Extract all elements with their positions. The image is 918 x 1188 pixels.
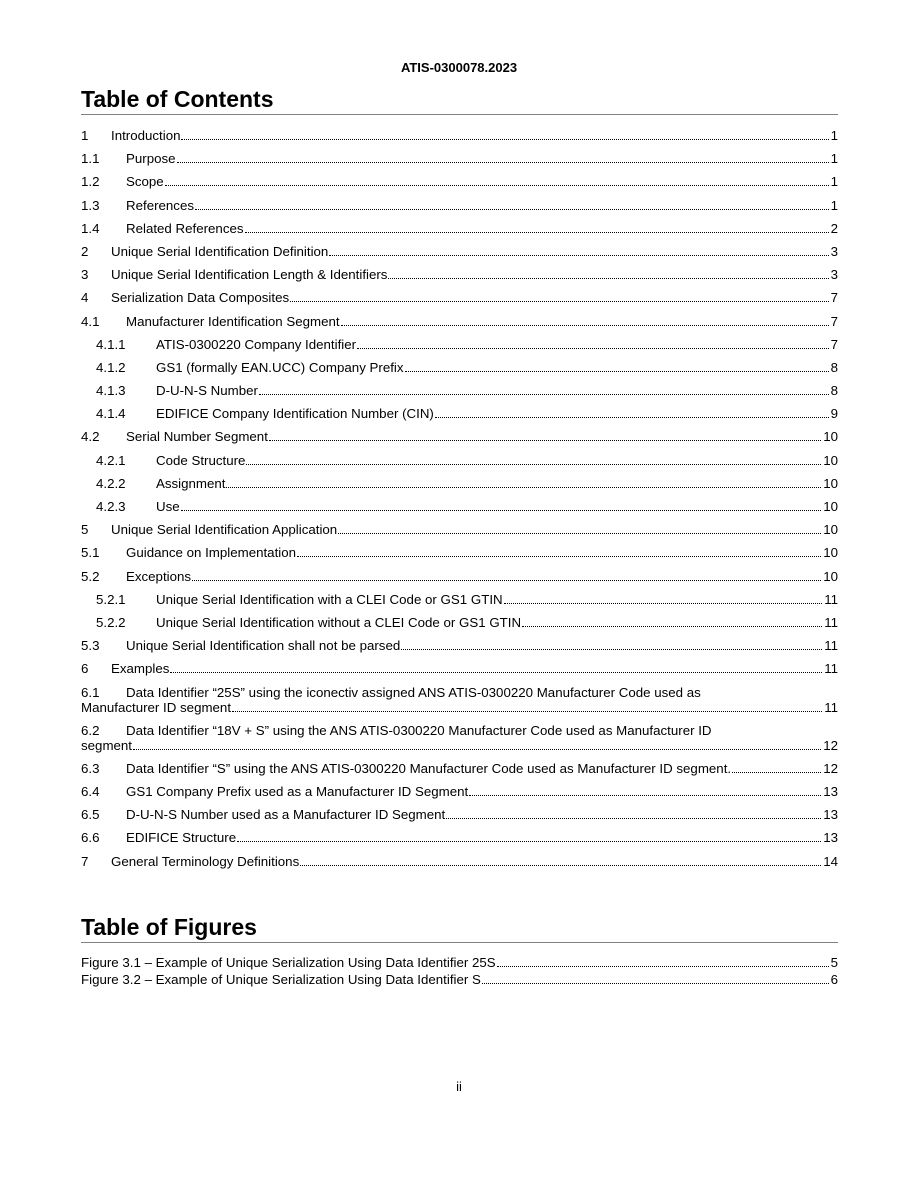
toc-entry-number: 6.6 <box>81 830 100 846</box>
toc-entry-page: 3 <box>830 267 838 283</box>
toc-dot-leader <box>522 625 822 627</box>
toc-entry[interactable] <box>81 151 838 166</box>
toc-entry[interactable] <box>81 830 838 845</box>
toc-entry-number: 1.3 <box>81 197 100 213</box>
toc-entry[interactable] <box>81 221 838 236</box>
toc-dot-leader <box>357 347 829 349</box>
toc-entry-number: 6.1 <box>81 684 100 700</box>
toc-entry-number: 5.2.2 <box>96 614 126 630</box>
toc-heading: Table of Contents <box>81 86 838 115</box>
toc-entry[interactable] <box>81 638 838 653</box>
toc-entry[interactable] <box>81 429 838 444</box>
toc-dot-leader <box>269 439 821 441</box>
toc-entry[interactable] <box>81 174 838 189</box>
toc-entry-page: 12 <box>823 760 838 776</box>
toc-dot-leader <box>245 231 829 233</box>
toc-entry[interactable] <box>81 854 838 869</box>
toc-dot-leader <box>177 161 829 163</box>
toc-entry-number: 4.1.1 <box>96 336 126 352</box>
toc-entry-title: Examples <box>111 661 170 677</box>
toc-entry[interactable] <box>81 314 838 329</box>
toc-entry[interactable] <box>81 476 838 491</box>
toc-entry-title-line <box>81 685 838 700</box>
toc-entry-title: GS1 (formally EAN.UCC) Company Prefix <box>156 359 404 375</box>
toc-entry-number: 4.2 <box>81 429 100 445</box>
figure-entry-page: 6 <box>830 972 838 987</box>
toc-entry-title: Introduction <box>111 128 181 143</box>
toc-entry[interactable] <box>81 453 838 468</box>
toc-entry-title: Data Identifier “S” using the ANS ATIS-0300220 Manufacturer Code used as Manufacturer ID segment. <box>126 760 732 776</box>
toc-entry-number: 5 <box>81 522 89 538</box>
toc-dot-leader <box>388 277 828 279</box>
toc-entry-title: Purpose <box>126 151 176 167</box>
toc-dot-leader <box>405 370 829 372</box>
toc-list <box>81 128 838 877</box>
toc-entry-number: 4.2.2 <box>96 475 126 491</box>
toc-entry[interactable] <box>81 244 838 259</box>
toc-entry-page: 10 <box>823 522 838 538</box>
toc-entry-page: 1 <box>830 197 838 213</box>
toc-dot-leader <box>181 138 828 140</box>
toc-entry-number: 4 <box>81 290 89 306</box>
toc-entry[interactable] <box>81 761 838 776</box>
toc-entry-page: 12 <box>823 737 838 753</box>
toc-dot-leader <box>435 416 829 418</box>
toc-entry-title: Unique Serial Identification without a CLEI Code or GS1 GTIN <box>156 614 522 630</box>
toc-dot-leader <box>732 771 821 773</box>
toc-entry-title: Use <box>156 499 180 514</box>
toc-entry-number: 2 <box>81 243 89 259</box>
toc-entry-page: 10 <box>823 545 838 561</box>
toc-entry-number: 5.1 <box>81 545 100 561</box>
toc-entry-title: Serial Number Segment <box>126 429 268 445</box>
figure-entry-title: Figure 3.2 – Example of Unique Serialization Using Data Identifier S <box>81 972 481 987</box>
toc-entry-title: Guidance on Implementation <box>126 545 297 561</box>
toc-entry-page: 11 <box>824 614 838 630</box>
toc-entry[interactable] <box>81 685 838 715</box>
toc-entry[interactable] <box>81 661 838 676</box>
figure-entry-page: 5 <box>830 955 838 970</box>
toc-entry-number: 4.2.1 <box>96 452 126 468</box>
toc-entry[interactable] <box>81 807 838 822</box>
toc-entry-title: Unique Serial Identification shall not be parsed <box>126 638 401 654</box>
figure-entry[interactable] <box>81 955 838 970</box>
toc-entry[interactable] <box>81 784 838 799</box>
toc-entry-page: 10 <box>823 429 838 445</box>
toc-entry-title: Unique Serial Identification Application <box>111 522 338 538</box>
toc-entry-title-line <box>81 700 838 715</box>
toc-dot-leader <box>290 300 828 302</box>
toc-entry-title: EDIFICE Structure <box>126 830 237 846</box>
toc-entry-page: 14 <box>823 853 838 869</box>
toc-entry-number: 6.2 <box>81 722 100 738</box>
toc-entry-title-line <box>81 723 838 738</box>
toc-entry-number: 4.2.3 <box>96 499 126 514</box>
toc-entry-title: Code Structure <box>156 452 246 468</box>
toc-dot-leader <box>300 864 821 866</box>
figures-heading: Table of Figures <box>81 914 838 943</box>
toc-entry-page: 11 <box>824 661 838 677</box>
toc-entry-page: 1 <box>830 151 838 167</box>
toc-entry[interactable] <box>81 499 838 514</box>
toc-dot-leader <box>469 794 821 796</box>
toc-entry-page: 7 <box>830 290 838 306</box>
toc-entry-page: 11 <box>824 699 838 715</box>
toc-entry-page: 13 <box>823 807 838 823</box>
toc-entry-title: Data Identifier “25S” using the iconectiv assigned ANS ATIS-0300220 Manufacturer Code used as <box>126 684 701 700</box>
toc-entry-title: Manufacturer Identification Segment <box>126 313 340 329</box>
toc-entry-page: 13 <box>823 830 838 846</box>
toc-entry-page: 10 <box>823 568 838 584</box>
toc-entry-number: 1.2 <box>81 174 100 190</box>
toc-entry-title: Data Identifier “18V + S” using the ANS ATIS-0300220 Manufacturer Code used as Manufacturer ID <box>126 722 712 738</box>
toc-dot-leader <box>446 817 821 819</box>
toc-entry-number: 4.1 <box>81 313 100 329</box>
toc-dot-leader <box>232 710 822 712</box>
toc-entry-number: 4.1.4 <box>96 406 126 422</box>
toc-entry-page: 10 <box>823 475 838 491</box>
toc-entry-page: 8 <box>830 359 838 375</box>
toc-dot-leader <box>195 208 829 210</box>
toc-entry[interactable] <box>81 615 838 630</box>
toc-dot-leader <box>237 840 821 842</box>
toc-entry-title-cont: Manufacturer ID segment <box>81 699 232 715</box>
toc-dot-leader <box>401 648 822 650</box>
toc-entry-page: 10 <box>823 499 838 514</box>
toc-entry-title: Serialization Data Composites <box>111 290 290 306</box>
toc-entry-title: EDIFICE Company Identification Number (CIN) <box>156 406 434 422</box>
toc-entry-page: 9 <box>830 406 838 422</box>
toc-entry-number: 3 <box>81 267 89 283</box>
toc-dot-leader <box>482 982 829 984</box>
toc-entry-title: Assignment <box>156 475 226 491</box>
toc-entry[interactable] <box>81 569 838 584</box>
figures-list <box>81 955 838 989</box>
toc-entry-page: 1 <box>830 128 838 143</box>
toc-dot-leader <box>165 184 829 186</box>
toc-entry[interactable] <box>81 267 838 282</box>
toc-dot-leader <box>341 324 829 326</box>
toc-entry[interactable] <box>81 360 838 375</box>
toc-dot-leader <box>226 486 821 488</box>
toc-entry-title: Unique Serial Identification Definition <box>111 243 329 259</box>
page-number: ii <box>456 1079 462 1094</box>
toc-dot-leader <box>192 579 821 581</box>
toc-dot-leader <box>133 748 821 750</box>
toc-entry-title: Exceptions <box>126 568 192 584</box>
toc-dot-leader <box>338 532 821 534</box>
toc-entry-number: 4.1.3 <box>96 383 126 399</box>
toc-entry-title: Unique Serial Identification Length & Identifiers <box>111 267 388 283</box>
toc-entry-number: 6.5 <box>81 807 100 823</box>
toc-entry-title-cont: segment <box>81 737 132 753</box>
toc-dot-leader <box>246 463 821 465</box>
toc-entry-number: 6.3 <box>81 760 100 776</box>
toc-dot-leader <box>497 965 829 967</box>
toc-dot-leader <box>170 671 822 673</box>
toc-entry-number: 6 <box>81 661 89 677</box>
toc-entry-page: 7 <box>830 336 838 352</box>
toc-dot-leader <box>297 555 821 557</box>
figure-entry[interactable] <box>81 972 838 987</box>
toc-entry[interactable] <box>81 383 838 398</box>
toc-entry-title-line <box>81 738 838 753</box>
toc-dot-leader <box>259 393 829 395</box>
toc-entry[interactable] <box>81 406 838 421</box>
toc-dot-leader <box>504 602 823 604</box>
toc-entry-number: 5.2.1 <box>96 591 126 607</box>
toc-entry[interactable] <box>81 198 838 213</box>
toc-entry-number: 5.2 <box>81 568 100 584</box>
page-header: ATIS-0300078.2023 <box>400 60 518 75</box>
toc-entry[interactable] <box>81 723 838 753</box>
toc-entry-number: 7 <box>81 853 89 869</box>
toc-entry-title: Related References <box>126 220 244 236</box>
toc-entry[interactable] <box>81 290 838 305</box>
toc-entry-number: 1.4 <box>81 220 100 236</box>
toc-entry-number: 1.1 <box>81 151 100 167</box>
toc-entry-title: ATIS-0300220 Company Identifier <box>156 336 357 352</box>
toc-entry[interactable] <box>81 128 838 143</box>
figure-entry-title: Figure 3.1 – Example of Unique Serialization Using Data Identifier 25S <box>81 955 496 970</box>
toc-entry-title: Unique Serial Identification with a CLEI Code or GS1 GTIN <box>156 591 503 607</box>
toc-entry-page: 3 <box>830 243 838 259</box>
toc-entry-title: GS1 Company Prefix used as a Manufacturer ID Segment <box>126 784 469 800</box>
toc-entry-page: 7 <box>830 313 838 329</box>
toc-entry[interactable] <box>81 337 838 352</box>
toc-entry[interactable] <box>81 592 838 607</box>
toc-entry-title: D-U-N-S Number used as a Manufacturer ID Segment <box>126 807 446 823</box>
toc-entry-page: 8 <box>830 383 838 399</box>
toc-entry-page: 13 <box>823 784 838 800</box>
toc-entry[interactable] <box>81 522 838 537</box>
toc-entry-title: D-U-N-S Number <box>156 383 258 399</box>
toc-entry-number: 1 <box>81 128 89 143</box>
toc-entry-title: Scope <box>126 174 164 190</box>
toc-dot-leader <box>181 509 822 511</box>
toc-entry-page: 11 <box>824 638 838 654</box>
toc-entry[interactable] <box>81 545 838 560</box>
toc-entry-page: 11 <box>824 591 838 607</box>
toc-entry-page: 1 <box>830 174 838 190</box>
toc-entry-page: 10 <box>823 452 838 468</box>
toc-entry-number: 5.3 <box>81 638 100 654</box>
toc-entry-title: General Terminology Definitions <box>111 853 300 869</box>
toc-entry-title: References <box>126 197 194 213</box>
toc-entry-number: 6.4 <box>81 784 100 800</box>
toc-entry-page: 2 <box>830 220 838 236</box>
toc-dot-leader <box>329 254 828 256</box>
toc-entry-number: 4.1.2 <box>96 359 126 375</box>
